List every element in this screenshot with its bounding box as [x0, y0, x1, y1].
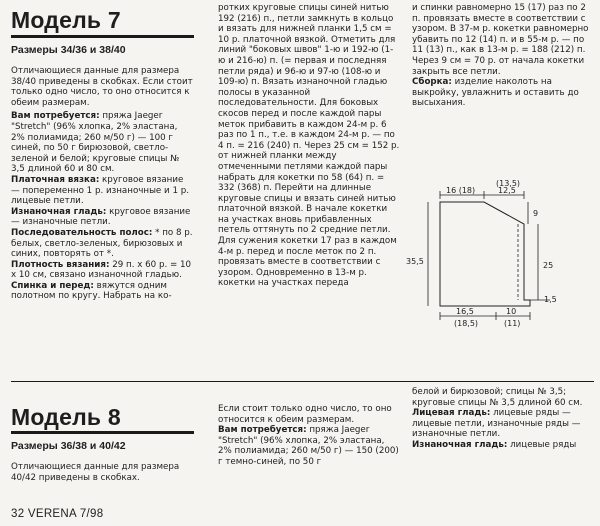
model7-assembly: Сборка: изделие наколоть на выкройку, увлажнить и оставить до высыхания. — [412, 77, 579, 109]
model7-plat: Платочная вязка: круговое вязание — попеременно 1 р. изнаночные и 1 р. лицевые петли. — [11, 174, 190, 207]
dim-right-9: 9 — [533, 209, 539, 218]
dim-bottom-b2: (11) — [504, 319, 521, 328]
dim-top-b: (13,5) — [496, 180, 521, 188]
model7-title-rule — [11, 35, 194, 38]
dim-bottom-a: 16,5 — [456, 307, 474, 316]
dim-top-a: 16 (18) — [446, 186, 476, 195]
page-footer: 32 VERENA 7/98 — [11, 508, 104, 520]
section-divider — [11, 381, 594, 382]
model7-back-front: Спинка и перед: вяжутся одним полотном по кругу. Набрать на ко- — [11, 280, 172, 302]
model7-pattern-diagram — [400, 180, 600, 340]
model7-column-2: ротких круговые спицы синей нитью 192 (216) п., петли замкнуть в кольцо и вязать для нижней планки 1,5 см = 10 р. платочной вязкой. Отметить для линий "боковых швов" 1-ю и 192-ю (1-ю и 216-ю) п. (= первая и последняя петли ряда) и 96-ю и 97-ю (108-ю и 109-ю) п. Вязать изнаночной гладью полосы в указанной последовательности. Для боковых скосов перед и после каждой пары меток прибавить в каждом 24-м р. 6 раз по 1 п., т.е. в каждом 24-м р. — по 4 п. = 216 (240) п. Через 25 см = 152 р. от нижней планки между отмеченными петлями каждой пары набрать для кокетки по 58 (64) п. = 332 (368) п. Перейти на длинные круговые спицы и вязать синей нитью платочной вязкой. В начале кокетки на участках вновь прибавленных петель оттянуть по 2 средние петли. Для сужения кокетки 17 раз в каждом 4-м р. перед и после меток по 2 п. провязать вместе в соответствии с узором. Одновременно в 13-м р. кокетки на участках переда — [218, 3, 400, 289]
model7-title: Модель 7 — [11, 7, 121, 33]
model7-intro: Отличающиеся данные для размера 38/40 приведены в скобках. Если стоит только одно число, то оно относится к обеим размерам. — [11, 66, 193, 108]
dim-top-c: 12,5 — [498, 186, 516, 195]
model8-face-stitch: Лицевая гладь: лицевые ряды — лицевые петли, изнаночные ряды — изнаночные петли. — [412, 408, 581, 440]
dim-right-25: 25 — [543, 261, 554, 270]
model8-title-rule — [11, 431, 194, 434]
model8-materials: Вам потребуется: пряжа Jaeger "Stretch" (96% хлопка, 2% эластана, 2% полиамида; 260 м/50 г) — 150 (200) г темно-синей, по 50 г — [218, 425, 399, 467]
model8-column-2: Если стоит только одно число, то оно относится к обеим размерам. Вам потребуется: пряжа Jaeger "Stretch" (96% хлопка, 2% эластана, 2% полиамида; 260 м/50 г) — 150 (200) г темно-синей, по 50 г — [218, 404, 399, 467]
model7-density: Плотность вязания: 29 п. х 60 р. = 10 х 10 см, связано изнаночной гладью. — [11, 259, 192, 281]
model7-materials: Вам потребуется: пряжа Jaeger "Stretch" (96% хлопка, 2% эластана, 2% полиамида; 260 м/50 г) — 100 г синей, по 50 г бирюзовой, светло-зеленой и белой; круговые спицы № 3,5 длиной 60 и 80 см. — [11, 111, 180, 175]
dim-right-15: 1,5 — [544, 295, 557, 304]
model8-title: Модель 8 — [11, 404, 121, 430]
model7-column-3: и спинки равномерно 15 (17) раз по 2 п. провязать вместе в соответствии с узором. В 37-м р. кокетки равномерно убавить по 12 (14) п. и в 55-м р. — по 11 (13) п., как в 13-м р. = 188 (212) п. Через 9 см = 70 р. от начала кокетки закрыть все петли. Сборка: изделие наколоть на выкройку, увлажнить и оставить до высыхания. — [412, 3, 594, 109]
model8-column-1: Отличающиеся данные для размера 40/42 приведены в скобках. — [11, 462, 180, 483]
model7-sizes: Размеры 34/36 и 38/40 — [11, 44, 126, 56]
model7-column-1 — [11, 66, 193, 302]
model8-column-3: белой и бирюзовой; спицы № 3,5; круговые спицы № 3,5 длиной 60 см. Лицевая гладь: лицевые ряды — лицевые петли, изнаночные ряды — изнаночные петли. Изнаночная гладь: лицевые ряды — [412, 387, 594, 451]
model7-sequence: Последовательность полос: * по 8 р. белых, светло-зеленых, бирюзовых и синих, повторять от *. — [11, 227, 193, 260]
model8-inner-stitch: Изнаночная гладь: лицевые ряды — [412, 439, 577, 450]
dim-bottom-b: 10 — [506, 307, 517, 316]
model8-sizes: Размеры 36/38 и 40/42 — [11, 440, 126, 452]
dim-bottom-a2: (18,5) — [454, 319, 479, 328]
model7-izn: Изнаночная гладь: круговое вязание — изнаночные петли. — [11, 206, 191, 228]
dim-left-height: 35,5 — [406, 257, 424, 266]
